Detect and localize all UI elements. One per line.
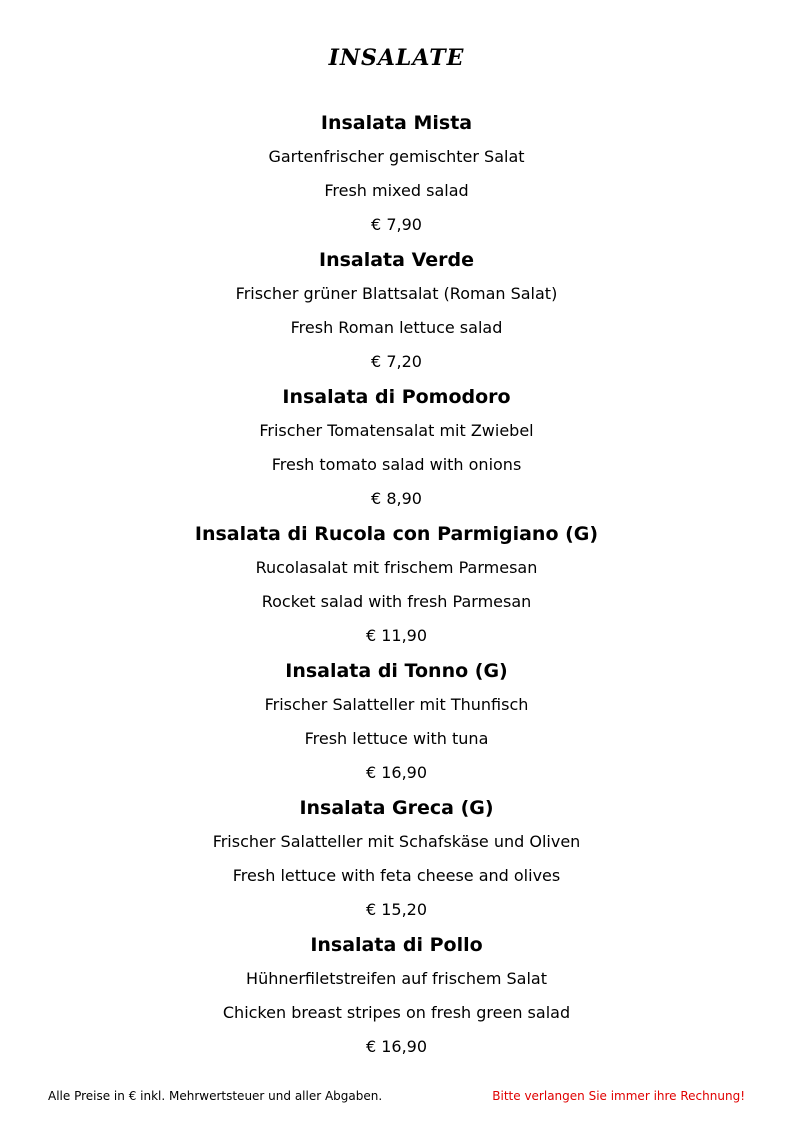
item-price: € 15,20 — [365, 900, 428, 919]
menu-item-insalata-di-pomodoro — [0, 380, 793, 517]
item-price: € 11,90 — [365, 626, 428, 645]
menu-list — [0, 106, 793, 1065]
item-description-en: Fresh Roman lettuce salad — [290, 318, 503, 337]
item-description-de: Frischer Tomatensalat mit Zwiebel — [259, 421, 534, 440]
item-description-en: Fresh lettuce with tuna — [304, 729, 489, 748]
item-name: Insalata Mista — [320, 112, 473, 134]
item-description-de: Frischer Salatteller mit Thunfisch — [264, 695, 529, 714]
menu-item-insalata-verde — [0, 243, 793, 380]
page-title: INSALATE — [328, 45, 465, 71]
item-price: € 7,20 — [371, 352, 422, 371]
menu-item-insalata-di-pollo — [0, 928, 793, 1065]
item-description-en: Fresh tomato salad with onions — [271, 455, 522, 474]
item-name: Insalata di Pomodoro — [282, 386, 511, 408]
menu-item-insalata-di-tonno — [0, 654, 793, 791]
item-description-en: Rocket salad with fresh Parmesan — [261, 592, 532, 611]
item-name: Insalata Verde — [319, 249, 474, 271]
item-description-en: Fresh lettuce with feta cheese and olives — [232, 866, 561, 885]
item-description-de: Frischer grüner Blattsalat (Roman Salat) — [235, 284, 558, 303]
item-description-en: Chicken breast stripes on fresh green salad — [222, 1003, 571, 1022]
item-description-de: Hühnerfiletstreifen auf frischem Salat — [246, 969, 547, 988]
menu-item-insalata-greca — [0, 791, 793, 928]
footer-receipt-note: Bitte verlangen Sie immer ihre Rechnung! — [492, 1089, 745, 1103]
item-description-de: Gartenfrischer gemischter Salat — [268, 147, 525, 166]
item-description-de: Rucolasalat mit frischem Parmesan — [255, 558, 538, 577]
menu-item-insalata-di-rucola — [0, 517, 793, 654]
item-description-en: Fresh mixed salad — [324, 181, 469, 200]
item-price: € 16,90 — [365, 763, 428, 782]
footer-tax-note: Alle Preise in € inkl. Mehrwertsteuer und aller Abgaben. — [48, 1089, 383, 1103]
item-description-de: Frischer Salatteller mit Schafskäse und Oliven — [212, 832, 581, 851]
item-price: € 7,90 — [371, 215, 422, 234]
item-name: Insalata Greca (G) — [299, 797, 494, 819]
item-price: € 16,90 — [365, 1037, 428, 1056]
item-name: Insalata di Pollo — [310, 934, 483, 956]
menu-item-insalata-mista — [0, 106, 793, 243]
item-name: Insalata di Tonno (G) — [285, 660, 508, 682]
item-price: € 8,90 — [371, 489, 422, 508]
item-name: Insalata di Rucola con Parmigiano (G) — [194, 523, 599, 545]
